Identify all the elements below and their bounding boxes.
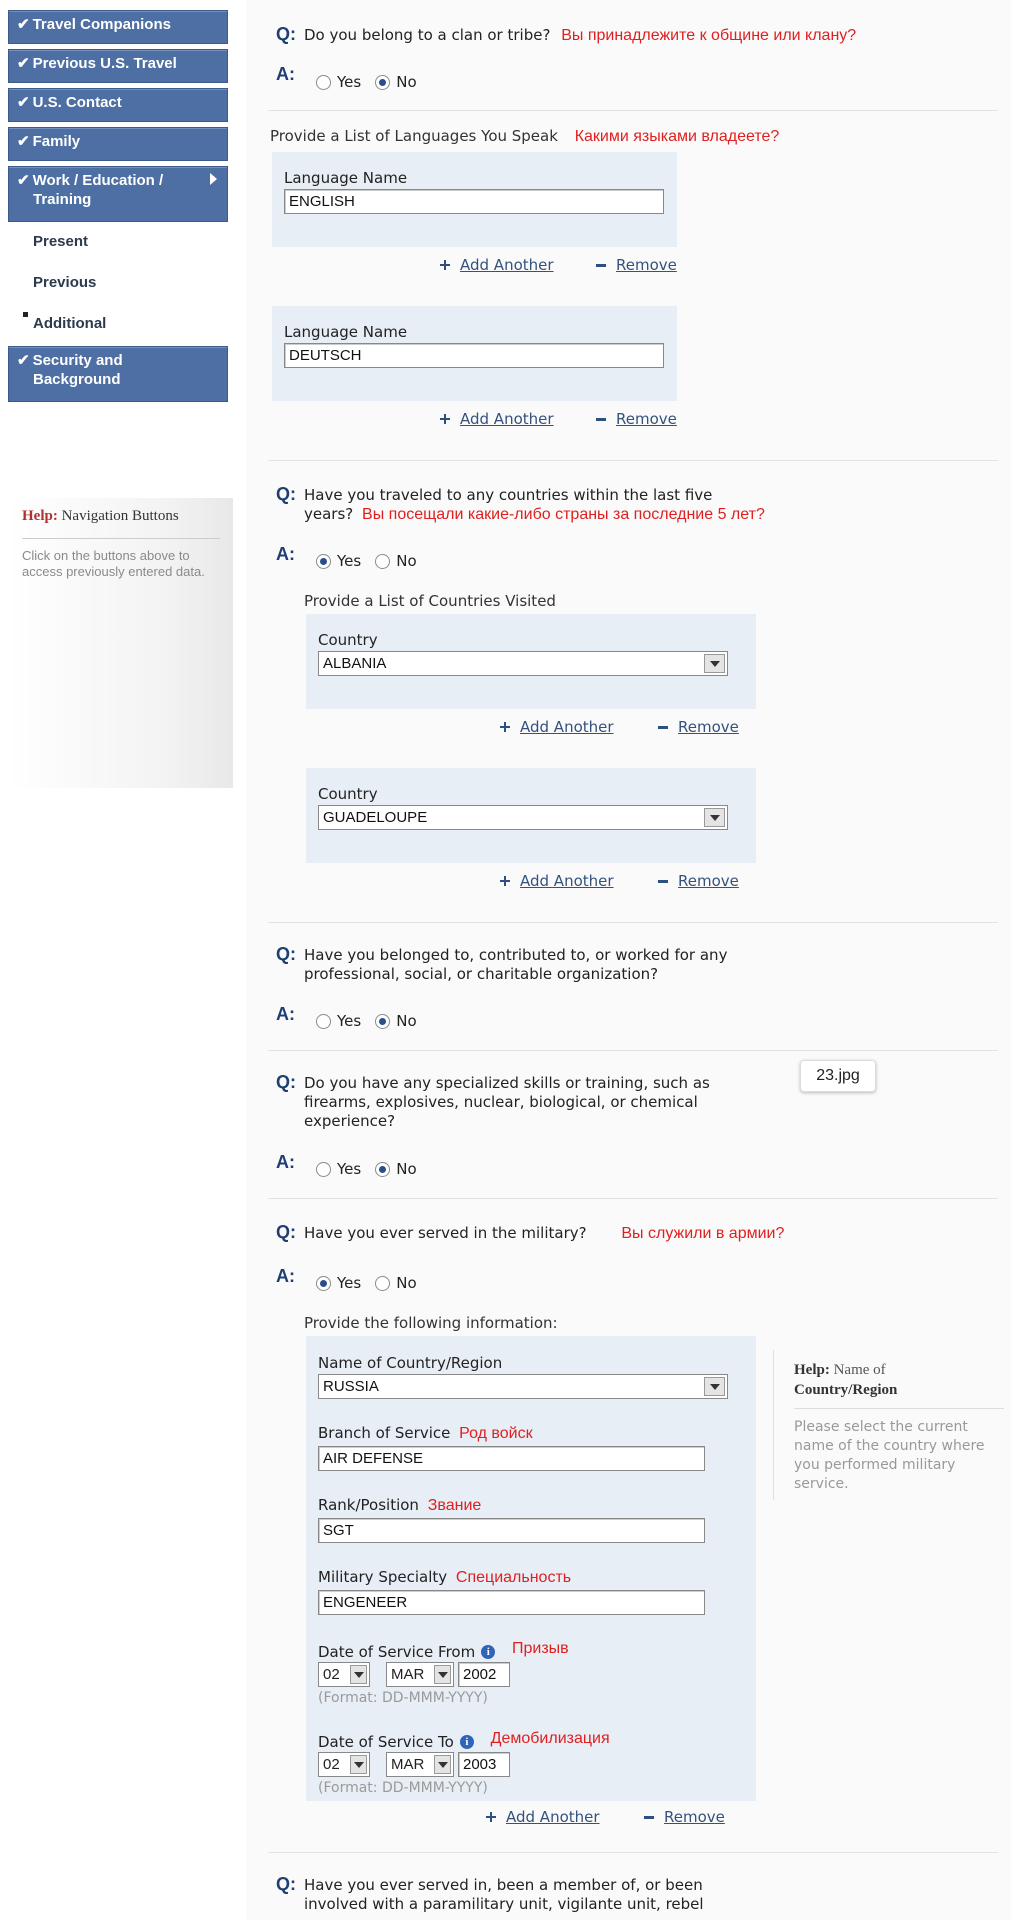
info-icon[interactable]: i bbox=[460, 1735, 474, 1749]
from-year-input[interactable]: 2002 bbox=[458, 1662, 510, 1687]
organization-answer: Yes No bbox=[316, 1012, 417, 1030]
remove-language-button[interactable]: Remove bbox=[596, 410, 677, 428]
check-icon: ✔ bbox=[17, 352, 30, 369]
a-label: A: bbox=[276, 1266, 295, 1286]
divider bbox=[268, 110, 998, 111]
remove-military-button[interactable]: Remove bbox=[644, 1808, 725, 1826]
format-hint: (Format: DD-MMM-YYYY) bbox=[318, 1690, 488, 1706]
minus-icon bbox=[658, 876, 668, 886]
paramilitary-question: Have you ever served in, been a member of, or been involved with a paramilitary unit, vigilante unit, rebel bbox=[304, 1876, 704, 1913]
help-body: Click on the buttons above to access previously entered data. bbox=[22, 548, 205, 579]
divider bbox=[22, 538, 220, 539]
chevron-down-icon[interactable] bbox=[704, 1377, 725, 1396]
q-label: Q: bbox=[276, 1874, 296, 1894]
clan-no-radio[interactable] bbox=[375, 75, 390, 90]
a-label: A: bbox=[276, 1004, 295, 1024]
skills-no-radio[interactable] bbox=[375, 1162, 390, 1177]
country-select[interactable]: ALBANIA bbox=[318, 651, 728, 676]
from-month-select[interactable]: MAR bbox=[386, 1662, 454, 1687]
add-country-button[interactable]: Add Another bbox=[500, 718, 614, 736]
check-icon: ✔ bbox=[17, 16, 30, 33]
sidebar-sub-previous[interactable]: Previous bbox=[33, 274, 97, 291]
military-country-select[interactable]: RUSSIA bbox=[318, 1374, 728, 1399]
divider bbox=[268, 1852, 998, 1853]
countries-prompt: Provide a List of Countries Visited bbox=[304, 592, 556, 610]
plus-icon bbox=[500, 876, 510, 886]
language-name-input[interactable]: ENGLISH bbox=[284, 189, 664, 214]
help-title: Help: Navigation Buttons bbox=[22, 508, 179, 524]
language-entry: Language Name DEUTSCH bbox=[272, 306, 677, 401]
divider bbox=[268, 1050, 998, 1051]
current-bullet-icon bbox=[23, 312, 28, 317]
plus-icon bbox=[500, 722, 510, 732]
nav-travel-companions[interactable]: ✔ Travel Companions bbox=[8, 10, 228, 44]
travel-answer: Yes No bbox=[316, 552, 417, 570]
help-body: Please select the current name of the country where you performed military service. bbox=[794, 1419, 985, 1492]
travel-question: Have you traveled to any countries within the last five years? Вы посещали какие-либо страны за последние 5 лет? bbox=[304, 486, 765, 523]
sidebar bbox=[0, 0, 232, 1920]
military-specialty-input[interactable]: ENGENEER bbox=[318, 1590, 705, 1615]
sidebar-sub-additional[interactable]: Additional bbox=[33, 315, 107, 332]
to-year-input[interactable]: 2003 bbox=[458, 1752, 510, 1777]
chevron-down-icon[interactable] bbox=[350, 1665, 367, 1684]
add-language-button[interactable]: Add Another bbox=[440, 256, 554, 274]
help-navigation-panel bbox=[8, 498, 233, 788]
q-label: Q: bbox=[276, 944, 296, 964]
branch-of-service-input[interactable]: AIR DEFENSE bbox=[318, 1446, 705, 1471]
main-form bbox=[246, 0, 1011, 1920]
to-day-select[interactable]: 02 bbox=[318, 1752, 370, 1777]
military-yes-radio[interactable] bbox=[316, 1276, 331, 1291]
rank-position-input[interactable]: SGT bbox=[318, 1518, 705, 1543]
to-month-select[interactable]: MAR bbox=[386, 1752, 454, 1777]
country-entry: Country ALBANIA bbox=[306, 614, 756, 709]
nav-security-background[interactable]: ✔ Security and Background bbox=[8, 346, 228, 402]
travel-yes-radio[interactable] bbox=[316, 554, 331, 569]
add-military-button[interactable]: Add Another bbox=[486, 1808, 600, 1826]
nav-family[interactable]: ✔ Family bbox=[8, 127, 228, 161]
sidebar-sub-present[interactable]: Present bbox=[33, 233, 89, 250]
military-answer: Yes No bbox=[316, 1274, 417, 1292]
military-prompt: Provide the following information: bbox=[304, 1314, 558, 1332]
help-country-panel bbox=[773, 1350, 1005, 1500]
remove-language-button[interactable]: Remove bbox=[596, 256, 677, 274]
clan-question-ru: Вы принадлежите к общине или клану? bbox=[561, 27, 857, 44]
add-language-button[interactable]: Add Another bbox=[440, 410, 554, 428]
skills-answer: Yes No bbox=[316, 1160, 417, 1178]
military-question: Have you ever served in the military? Вы служили в армии? bbox=[304, 1224, 785, 1242]
chevron-down-icon[interactable] bbox=[434, 1665, 451, 1684]
divider bbox=[268, 460, 998, 461]
minus-icon bbox=[596, 260, 606, 270]
chevron-down-icon[interactable] bbox=[704, 808, 725, 827]
language-name-input[interactable]: DEUTSCH bbox=[284, 343, 664, 368]
info-icon[interactable]: i bbox=[481, 1645, 495, 1659]
organization-question: Have you belonged to, contributed to, or worked for any professional, social, or charitable organization? bbox=[304, 946, 728, 983]
q-label: Q: bbox=[276, 1222, 296, 1242]
divider bbox=[794, 1408, 1004, 1409]
military-no-radio[interactable] bbox=[375, 1276, 390, 1291]
nav-us-contact[interactable]: ✔ U.S. Contact bbox=[8, 88, 228, 122]
format-hint: (Format: DD-MMM-YYYY) bbox=[318, 1780, 488, 1796]
clan-question: Do you belong to a clan or tribe? Вы принадлежите к общине или клану? bbox=[304, 26, 857, 44]
filename-tooltip: 23.jpg bbox=[800, 1060, 876, 1092]
check-icon: ✔ bbox=[17, 55, 30, 72]
remove-country-button[interactable]: Remove bbox=[658, 718, 739, 736]
divider bbox=[268, 922, 998, 923]
q-label: Q: bbox=[276, 484, 296, 504]
chevron-down-icon[interactable] bbox=[350, 1755, 367, 1774]
plus-icon bbox=[486, 1812, 496, 1822]
chevron-down-icon[interactable] bbox=[434, 1755, 451, 1774]
remove-country-button[interactable]: Remove bbox=[658, 872, 739, 890]
country-select[interactable]: GUADELOUPE bbox=[318, 805, 728, 830]
plus-icon bbox=[440, 414, 450, 424]
chevron-right-icon bbox=[210, 173, 217, 185]
languages-prompt: Provide a List of Languages You Speak Какими языками владеете? bbox=[270, 127, 780, 145]
a-label: A: bbox=[276, 64, 295, 84]
minus-icon bbox=[596, 414, 606, 424]
q-label: Q: bbox=[276, 1072, 296, 1092]
minus-icon bbox=[658, 722, 668, 732]
a-label: A: bbox=[276, 1152, 295, 1172]
skills-yes-radio[interactable] bbox=[316, 1162, 331, 1177]
military-service-entry: Name of Country/Region RUSSIA Branch of Service Род войск AIR DEFENSE Rank/Position Звание SGT Military Specialty Специальность ENGENEER Date of Service From i Призыв 02 MAR 2002 (Format: DD-MMM-YYYY) Date of Service To i Демобилизация 02 MAR 2003 (Format: DD-MMM-YYYY) bbox=[306, 1336, 756, 1801]
q-label: Q: bbox=[276, 24, 296, 44]
clan-yes-radio[interactable] bbox=[316, 75, 331, 90]
check-icon: ✔ bbox=[17, 172, 30, 189]
travel-no-radio[interactable] bbox=[375, 554, 390, 569]
nav-previous-us-travel[interactable]: ✔ Previous U.S. Travel bbox=[8, 49, 228, 83]
a-label: A: bbox=[276, 544, 295, 564]
nav-work-education-training[interactable]: ✔ Work / Education / Training bbox=[8, 166, 228, 222]
organization-yes-radio[interactable] bbox=[316, 1014, 331, 1029]
help-title: Help: Name of Country/Region bbox=[794, 1362, 898, 1398]
divider bbox=[268, 1198, 998, 1199]
skills-question: Do you have any specialized skills or training, such as firearms, explosives, nuclear, biological, or chemical experience? bbox=[304, 1074, 710, 1130]
check-icon: ✔ bbox=[17, 133, 30, 150]
add-country-button[interactable]: Add Another bbox=[500, 872, 614, 890]
from-day-select[interactable]: 02 bbox=[318, 1662, 370, 1687]
chevron-down-icon[interactable] bbox=[704, 654, 725, 673]
clan-answer: Yes No bbox=[316, 73, 417, 91]
language-entry: Language Name ENGLISH bbox=[272, 152, 677, 247]
check-icon: ✔ bbox=[17, 94, 30, 111]
minus-icon bbox=[644, 1812, 654, 1822]
plus-icon bbox=[440, 260, 450, 270]
organization-no-radio[interactable] bbox=[375, 1014, 390, 1029]
country-entry: Country GUADELOUPE bbox=[306, 768, 756, 863]
